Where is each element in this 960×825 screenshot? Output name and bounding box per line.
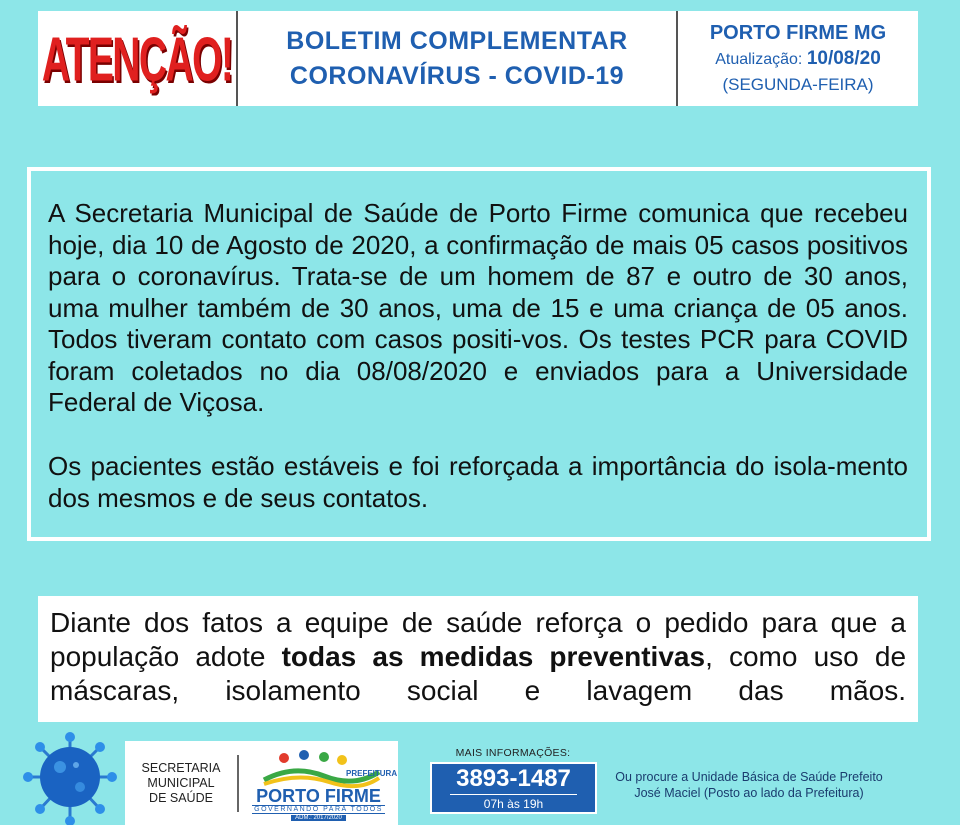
health-unit-line-1: Ou procure a Unidade Básica de Saúde Prefeito: [615, 770, 883, 784]
secretaria-line-1: SECRETARIA: [141, 760, 221, 775]
appeal-text-end: , como uso de máscaras, isolamento social e lavagem das mãos.: [50, 641, 907, 706]
location-info: [678, 11, 918, 106]
more-info-label: MAIS INFORMAÇÕES:: [455, 747, 571, 759]
contact-phone-box: [430, 762, 597, 814]
weekday: (SEGUNDA-FEIRA): [722, 75, 874, 94]
contact-hours: 07h às 19h: [450, 794, 577, 811]
update-date: 10/08/20: [806, 48, 881, 69]
appeal-text-start: Diante dos fatos a equipe de saúde reforça o pedido para que a população adote: [50, 607, 906, 672]
bulletin-paragraph-1: A Secretaria Municipal de Saúde de Porto Firme comunica que recebeu hoje, dia 10 de Agosto de 2020, a confirmação de mais 05 casos positivos para o coronavírus. Trata-se de um homem de 87 e outro de 30 anos, uma mulher também de 30 anos, uma de 15 e uma criança de 05 anos. Todos tiveram contato com casos positi-vos. Os testes PCR para COVID foram coletados no dia 08/08/2020 e enviados para a Universidade Federal de Viçosa.: [48, 198, 908, 417]
prefeitura-name: PORTO FIRME: [256, 785, 381, 806]
coronavirus-icon: [14, 729, 126, 825]
health-unit-info: [604, 769, 894, 801]
bulletin-title: BOLETIM COMPLEMENTAR: [286, 26, 628, 55]
update-label: Atualização:: [715, 51, 803, 68]
contact-phone: 3893-1487: [456, 765, 571, 792]
header-banner: [38, 11, 918, 106]
city-name: PORTO FIRME MG: [709, 22, 887, 44]
secretaria-line-3: DE SAÚDE: [149, 790, 213, 805]
appeal-text: [50, 606, 906, 708]
secretaria-label: [125, 755, 239, 812]
health-unit-line-2: José Maciel (Posto ao lado da Prefeitura): [634, 786, 864, 800]
secretaria-line-2: MUNICIPAL: [147, 775, 215, 790]
prefeitura-adm: ADM.: 2017/2020: [291, 815, 346, 821]
prefeitura-emblem-icon: [254, 746, 397, 786]
prefeitura-tag: PREFEITURA: [345, 768, 397, 778]
prefeitura-motto: GOVERNANDO PARA TODOS: [254, 805, 383, 813]
alert-title: ATENÇÃO!: [41, 23, 233, 94]
bulletin-body: [27, 167, 931, 541]
alert-block: [38, 11, 238, 106]
prefeitura-logo: [239, 746, 398, 821]
appeal-highlight: todas as medidas preventivas: [281, 641, 706, 672]
bulletin-subtitle: CORONAVÍRUS - COVID-19: [289, 61, 625, 90]
bulletin-title-block: [238, 11, 678, 106]
update-line: [715, 48, 881, 70]
prevention-appeal: [38, 596, 918, 722]
institution-logos: [125, 741, 398, 825]
bulletin-paragraph-2: Os pacientes estão estáveis e foi reforçada a importância do isola-mento dos mesmos e de seus contatos.: [48, 451, 908, 513]
